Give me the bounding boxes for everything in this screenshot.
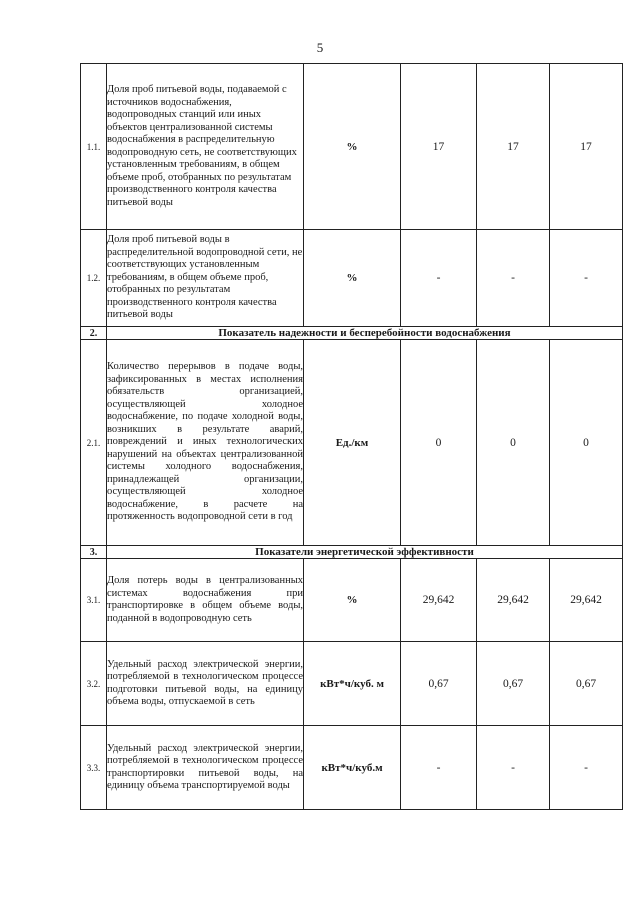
value-cell: 29,642 [550,559,623,642]
value-cell: 0,67 [477,642,550,726]
row-number: 1.1. [81,64,107,230]
row-number: 2.1. [81,340,107,546]
page-number: 5 [316,40,324,55]
table-row [81,340,623,546]
indicator-description: Доля проб питьевой воды, подаваемой с источников водоснабжения, водопроводных станций или иных объектов централизованной системы водоснабжения в распределительную водопроводную сеть, не соответствующих установленным требованиям, в общем объеме проб, отобранных по результатам производственного контроля качества питьевой воды [107,64,304,230]
section-title: Показатель надежности и бесперебойности водоснабжения [107,327,623,340]
value-cell: - [477,230,550,327]
section-title: Показатели энергетической эффективности [107,546,623,559]
row-number: 3.1. [81,559,107,642]
value-cell: - [401,726,477,810]
row-number: 1.2. [81,230,107,327]
unit-cell: % [304,64,401,230]
value-cell: 17 [477,64,550,230]
value-cell: - [550,726,623,810]
indicator-description: Доля потерь воды в централизованных системах водоснабжения при транспортировке в общем объеме воды, поданной в водопроводную сеть [107,559,304,642]
unit-cell: % [304,230,401,327]
indicator-description: Удельный расход электрической энергии, потребляемой в технологическом процессе транспортировки питьевой воды, на единицу объема транспортируемой воды [107,726,304,810]
value-cell: - [477,726,550,810]
indicators-table [80,63,623,810]
row-number: 3.2. [81,642,107,726]
value-cell: 0 [401,340,477,546]
section-number: 3. [81,546,107,559]
section-number: 2. [81,327,107,340]
unit-cell: кВт*ч/куб. м [304,642,401,726]
value-cell: 29,642 [477,559,550,642]
value-cell: - [550,230,623,327]
table-row [81,64,623,230]
value-cell: 0 [477,340,550,546]
value-cell: 0 [550,340,623,546]
unit-cell: Ед./км [304,340,401,546]
table-row [81,230,623,327]
unit-cell: кВт*ч/куб.м [304,726,401,810]
table-row [81,559,623,642]
unit-cell: % [304,559,401,642]
section-header-row [81,327,623,340]
row-number: 3.3. [81,726,107,810]
table-row [81,726,623,810]
value-cell: 29,642 [401,559,477,642]
value-cell: 0,67 [401,642,477,726]
indicator-description: Количество перерывов в подаче воды, зафиксированных в местах исполнения обязательств организацией, осуществляющей холодное водоснабжение, по подаче холодной воды, возникших в результате аварий, повреждений и иных технологических нарушений на объектах централизованной системы холодного водоснабжения, принадлежащей организации, осуществляющей холодное водоснабжение, в расчете на протяженность водопроводной сети в год [107,340,304,546]
indicator-description: Удельный расход электрической энергии, потребляемой в технологическом процессе подготовки питьевой воды, на единицу объема воды, отпускаемой в сеть [107,642,304,726]
value-cell: 17 [401,64,477,230]
value-cell: - [401,230,477,327]
indicator-description: Доля проб питьевой воды в распределительной водопроводной сети, не соответствующих установленным требованиям, в общем объеме проб, отобранных по результатам производственного контроля качества питьевой воды [107,230,304,327]
value-cell: 17 [550,64,623,230]
table-row [81,642,623,726]
section-header-row [81,546,623,559]
value-cell: 0,67 [550,642,623,726]
